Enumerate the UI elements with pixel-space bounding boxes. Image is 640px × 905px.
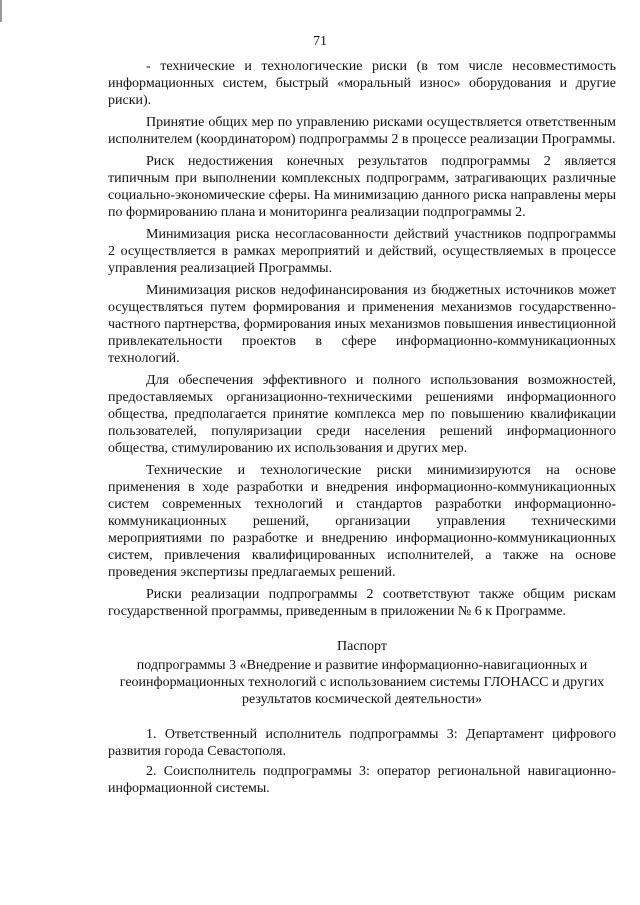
- document-body: [108, 58, 616, 800]
- passport-title: Паспорт: [337, 639, 387, 654]
- paragraph: Риски реализации подпрограммы 2 соответствуют также общим рискам государственной программы, приведенным в приложении № 6 к Программе.: [108, 587, 616, 619]
- paragraph: Принятие общих мер по управлению рисками осуществляется ответственным исполнителем (координатором) подпрограммы 2 в процессе реализации Программы.: [108, 115, 616, 147]
- paragraph: Минимизация риска несогласованности действий участников подпрограммы 2 осуществляется в рамках мероприятий и действий, осуществляемых в процессе управления реализацией Программы.: [108, 227, 616, 276]
- paragraph: Технические и технологические риски минимизируются на основе применения в ходе разработки и внедрения информационно-коммуникационных систем современных технологий и стандартов разработки информационно-коммуникационных решений, организации управления техническими мероприятиями по разработке и внедрению информационно-коммуникационных систем, привлечения квалифицированных исполнителей, а также на основе проведения экспертизы предлагаемых решений.: [108, 463, 616, 580]
- paragraph: Риск недостижения конечных результатов подпрограммы 2 является типичным при выполнении комплексных подпрограмм, затрагивающих различные социально-экономические сферы. На минимизацию данного риска направлены меры по формированию плана и мониторинга реализации подпрограммы 2.: [108, 154, 616, 220]
- paragraph: Для обеспечения эффективного и полного использования возможностей, предоставляемых организационно-техническими решениями информационного общества, предполагается принятие комплекса мер по повышению квалификации пользователей, популяризации среди населения решений информационного общества, стимулированию их использования и других мер.: [108, 373, 616, 456]
- passport-subtitle: подпрограммы 3 «Внедрение и развитие информационно-навигационных и геоинформационных технологий с использованием системы ГЛОНАСС и других результатов космической деятельности»: [119, 658, 605, 707]
- paragraph: - технические и технологические риски (в том числе несовместимость информационных систем, быстрый «моральный износ» оборудования и другие риски).: [108, 59, 616, 108]
- scan-edge-mark: [0, 0, 2, 22]
- paragraph: Минимизация рисков недофинансирования из бюджетных источников может осуществляться путем формирования и применения механизмов государственно-частного партнерства, формирования иных механизмов повышения инвестиционной привлекательности проектов в сфере информационно-коммуникационных технологий.: [108, 283, 616, 366]
- passport-item: 1. Ответственный исполнитель подпрограммы 3: Департамент цифрового развития города Севастополя.: [108, 727, 616, 759]
- passport-item: 2. Соисполнитель подпрограммы 3: оператор региональной навигационно-информационной системы.: [108, 764, 616, 796]
- page-number: 71: [313, 34, 327, 49]
- passport-items: [108, 726, 616, 797]
- passport-heading: [108, 638, 616, 708]
